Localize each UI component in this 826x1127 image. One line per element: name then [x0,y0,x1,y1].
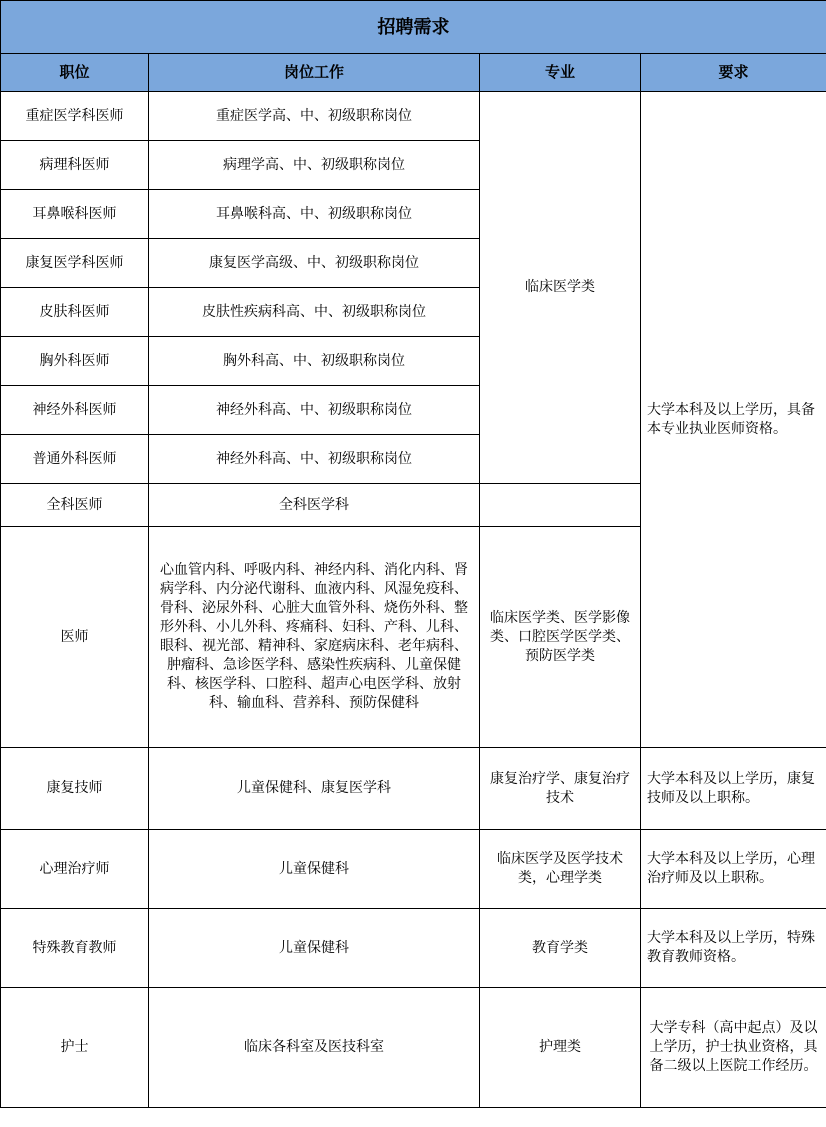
position-cell: 心理治疗师 [1,830,149,909]
work-cell: 心血管内科、呼吸内科、神经内科、消化内科、肾病学科、内分泌代谢科、血液内科、风湿免疫科、骨科、泌尿外科、心脏大血管外科、烧伤外科、整形外科、小儿外科、疼痛科、妇科、产科、儿科、眼科、视光部、精神科、家庭病床科、老年病科、肿瘤科、急诊医学科、感染性疾病科、儿童保健科、核医学科、口腔科、超声心电医学科、放射科、输血科、营养科、预防保健科 [149,527,480,748]
major-cell: 教育学类 [480,909,641,988]
work-cell: 康复医学高级、中、初级职称岗位 [149,239,480,288]
position-cell: 重症医学科医师 [1,92,149,141]
header-work: 岗位工作 [149,54,480,92]
work-cell: 临床各科室及医技科室 [149,988,480,1108]
header-position: 职位 [1,54,149,92]
major-cell: 护理类 [480,988,641,1108]
table-title: 招聘需求 [1,1,826,54]
work-cell: 胸外科高、中、初级职称岗位 [149,337,480,386]
position-cell: 普通外科医师 [1,435,149,484]
major-cell [480,484,641,527]
table-row [1,748,826,830]
table-row [1,909,826,988]
position-cell: 皮肤科医师 [1,288,149,337]
work-cell: 耳鼻喉科高、中、初级职称岗位 [149,190,480,239]
position-cell: 耳鼻喉科医师 [1,190,149,239]
position-cell: 胸外科医师 [1,337,149,386]
work-cell: 神经外科高、中、初级职称岗位 [149,435,480,484]
table-row [1,830,826,909]
position-cell: 特殊教育教师 [1,909,149,988]
work-cell: 儿童保健科 [149,909,480,988]
position-cell: 神经外科医师 [1,386,149,435]
requirement-cell: 大学专科（高中起点）及以上学历，护士执业资格，具备二级以上医院工作经历。 [641,988,826,1108]
position-cell: 康复医学科医师 [1,239,149,288]
work-cell: 病理学高、中、初级职称岗位 [149,141,480,190]
header-major: 专业 [480,54,641,92]
position-cell: 医师 [1,527,149,748]
requirement-cell: 大学本科及以上学历，康复技师及以上职称。 [641,748,826,830]
work-cell: 全科医学科 [149,484,480,527]
position-cell: 护士 [1,988,149,1108]
major-cell: 康复治疗学、康复治疗技术 [480,748,641,830]
requirement-cell: 大学本科及以上学历，具备本专业执业医师资格。 [641,92,826,748]
work-cell: 神经外科高、中、初级职称岗位 [149,386,480,435]
position-cell: 全科医师 [1,484,149,527]
work-cell: 儿童保健科 [149,830,480,909]
requirement-cell: 大学本科及以上学历，心理治疗师及以上职称。 [641,830,826,909]
position-cell: 病理科医师 [1,141,149,190]
work-cell: 儿童保健科、康复医学科 [149,748,480,830]
major-cell: 临床医学类 [480,92,641,484]
requirement-cell: 大学本科及以上学历，特殊教育教师资格。 [641,909,826,988]
table-row [1,92,826,141]
position-cell: 康复技师 [1,748,149,830]
work-cell: 重症医学高、中、初级职称岗位 [149,92,480,141]
major-cell: 临床医学及医学技术类，心理学类 [480,830,641,909]
header-requirement: 要求 [641,54,826,92]
table-row [1,988,826,1108]
major-cell: 临床医学类、医学影像类、口腔医学医学类、预防医学类 [480,527,641,748]
work-cell: 皮肤性疾病科高、中、初级职称岗位 [149,288,480,337]
